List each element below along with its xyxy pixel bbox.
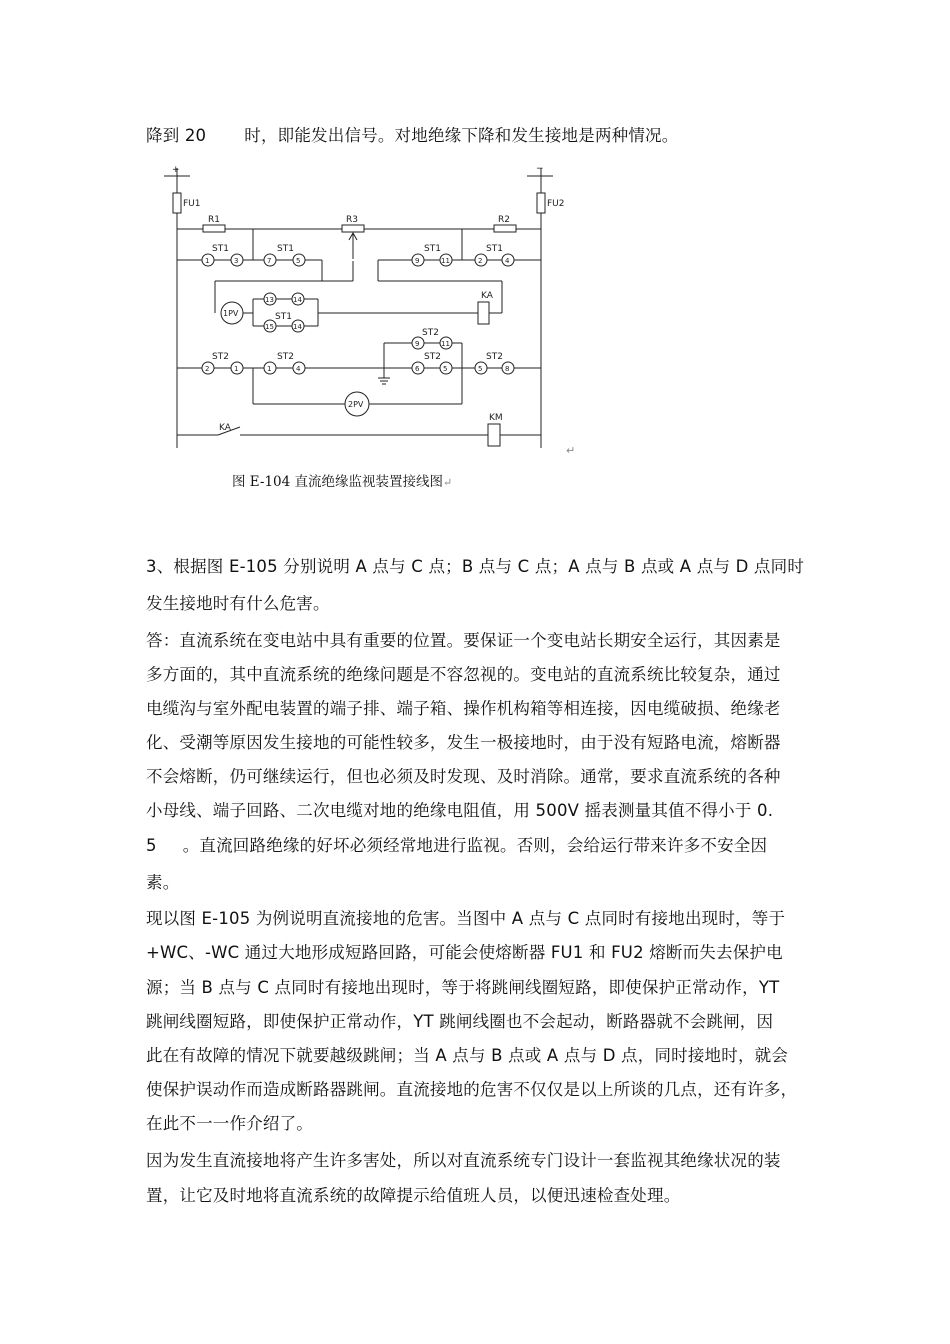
svg-text:9: 9 <box>415 340 420 348</box>
ka-relay <box>478 302 489 324</box>
answer-line-2: 多方面的，其中直流系统的绝缘问题是不容忽视的。变电站的直流系统比较复杂，通过 <box>146 665 781 684</box>
example-line-6: 使保护误动作而造成断路器跳闸。直流接地的危害不仅仅是以上所谈的几点，还有许多， <box>146 1080 798 1099</box>
svg-text:ST1: ST1 <box>486 244 503 254</box>
r2-resistor <box>494 225 516 232</box>
st2-contacts-row3 <box>202 352 514 374</box>
km-coil <box>488 424 500 446</box>
km-label: KM <box>489 413 503 423</box>
svg-text:7: 7 <box>267 257 272 265</box>
caption-return-mark: ↵ <box>443 476 453 489</box>
svg-text:ST2: ST2 <box>486 352 503 362</box>
minus-label: − <box>536 164 544 174</box>
st2-contacts-upper <box>412 328 452 349</box>
fu1-label: FU1 <box>183 199 201 209</box>
st1-contacts-row2 <box>202 244 514 266</box>
question-line-2: 发生接地时有什么危害。 <box>146 594 330 613</box>
svg-text:ST2: ST2 <box>422 328 439 338</box>
answer-line-7: 5 。直流回路绝缘的好坏必须经常地进行监视。否则，会给运行带来许多不安全因 <box>146 836 768 855</box>
svg-text:5: 5 <box>478 365 483 373</box>
pv2-label: 2PV <box>348 400 364 409</box>
answer-line-3: 电缆沟与室外配电装置的端子排、端子箱、操作机构箱等相连接，因电缆破损、绝缘老 <box>146 699 781 718</box>
example-line-5: 此在有故障的情况下就要越级跳闸；当 A 点与 B 点或 A 点与 D 点，同时接地时，就会 <box>146 1046 789 1065</box>
svg-text:1: 1 <box>234 365 239 373</box>
answer-line-1: 答：直流系统在变电站中具有重要的位置。要保证一个变电站长期安全运行，其因素是 <box>146 631 781 650</box>
answer-line-6: 小母线、端子回路、二次电缆对地的绝缘电阻值，用 500V 摇表测量其值不得小于 0. <box>146 801 774 820</box>
figure-caption: 图 E-104 直流绝缘监视装置接线图↵ <box>232 474 453 490</box>
svg-text:8: 8 <box>505 365 510 373</box>
svg-text:ST2: ST2 <box>277 352 294 362</box>
svg-text:ST1: ST1 <box>277 244 294 254</box>
pv1-label: 1PV <box>223 309 239 318</box>
r3-label: R3 <box>346 215 358 225</box>
svg-text:9: 9 <box>415 257 420 265</box>
ka-label: KA <box>481 291 493 301</box>
answer-line-4: 化、受潮等原因发生接地的可能性较多，发生一极接地时，由于没有短路电流，熔断器 <box>146 733 781 752</box>
closing-line-2: 置，让它及时地将直流系统的故障提示给值班人员，以便迅速检查处理。 <box>146 1186 681 1205</box>
r2-label: R2 <box>498 215 510 225</box>
example-line-3: 源；当 B 点与 C 点同时有接地出现时，等于将跳闸线圈短路，即使保护正常动作，YT <box>146 978 780 997</box>
svg-text:ST1: ST1 <box>212 244 229 254</box>
closing-line-1: 因为发生直流接地将产生许多害处，所以对直流系统专门设计一套监视其绝缘状况的装 <box>146 1151 781 1170</box>
svg-text:4: 4 <box>296 365 301 373</box>
svg-text:5: 5 <box>296 257 301 265</box>
circuit-diagram <box>160 160 590 500</box>
example-line-7: 在此不一一作介绍了。 <box>146 1114 313 1133</box>
r1-resistor <box>203 225 225 232</box>
fu2-label: FU2 <box>547 199 565 209</box>
svg-text:ST1: ST1 <box>424 244 441 254</box>
plus-label: + <box>172 165 180 175</box>
example-line-1: 现以图 E-105 为例说明直流接地的危害。当图中 A 点与 C 点同时有接地出现时，等于 <box>146 909 786 928</box>
svg-text:1: 1 <box>205 257 210 265</box>
svg-text:2: 2 <box>478 257 483 265</box>
svg-text:2: 2 <box>205 365 210 373</box>
fu2-fuse <box>537 193 545 213</box>
example-line-2: +WC、-WC 通过大地形成短路回路，可能会使熔断器 FU1 和 FU2 熔断而失去保护电 <box>146 943 783 962</box>
svg-text:5: 5 <box>443 365 448 373</box>
example-line-4: 跳闸线圈短路，即使保护正常动作，YT 跳闸线圈也不会起动，断路器就不会跳闸，因 <box>146 1012 774 1031</box>
svg-text:1: 1 <box>267 365 272 373</box>
svg-text:ST2: ST2 <box>424 352 441 362</box>
svg-text:6: 6 <box>415 365 420 373</box>
ka-contact-label: KA <box>219 423 231 433</box>
svg-text:15: 15 <box>265 323 274 331</box>
svg-text:3: 3 <box>234 257 239 265</box>
answer-line-5: 不会熔断，仍可继续运行，但也必须及时发现、及时消除。通常，要求直流系统的各种 <box>146 767 781 786</box>
return-mark: ↵ <box>566 444 576 457</box>
intro-line: 降到 20 时，即能发出信号。对地绝缘下降和发生接地是两种情况。 <box>146 126 679 145</box>
fu1-fuse <box>173 193 181 213</box>
svg-text:4: 4 <box>505 257 510 265</box>
r1-label: R1 <box>208 215 220 225</box>
answer-line-8: 素。 <box>146 873 180 892</box>
svg-text:14: 14 <box>293 323 302 331</box>
svg-text:14: 14 <box>293 296 302 304</box>
r3-resistor <box>342 225 364 232</box>
question-line-1: 3、根据图 E-105 分别说明 A 点与 C 点；B 点与 C 点；A 点与 B 点或 A 点与 D 点同时 <box>146 557 805 576</box>
svg-text:ST1: ST1 <box>275 312 292 322</box>
svg-text:ST2: ST2 <box>212 352 229 362</box>
svg-text:11: 11 <box>441 340 450 348</box>
svg-text:13: 13 <box>265 296 274 304</box>
svg-text:11: 11 <box>441 257 450 265</box>
ground-symbol <box>378 368 390 384</box>
